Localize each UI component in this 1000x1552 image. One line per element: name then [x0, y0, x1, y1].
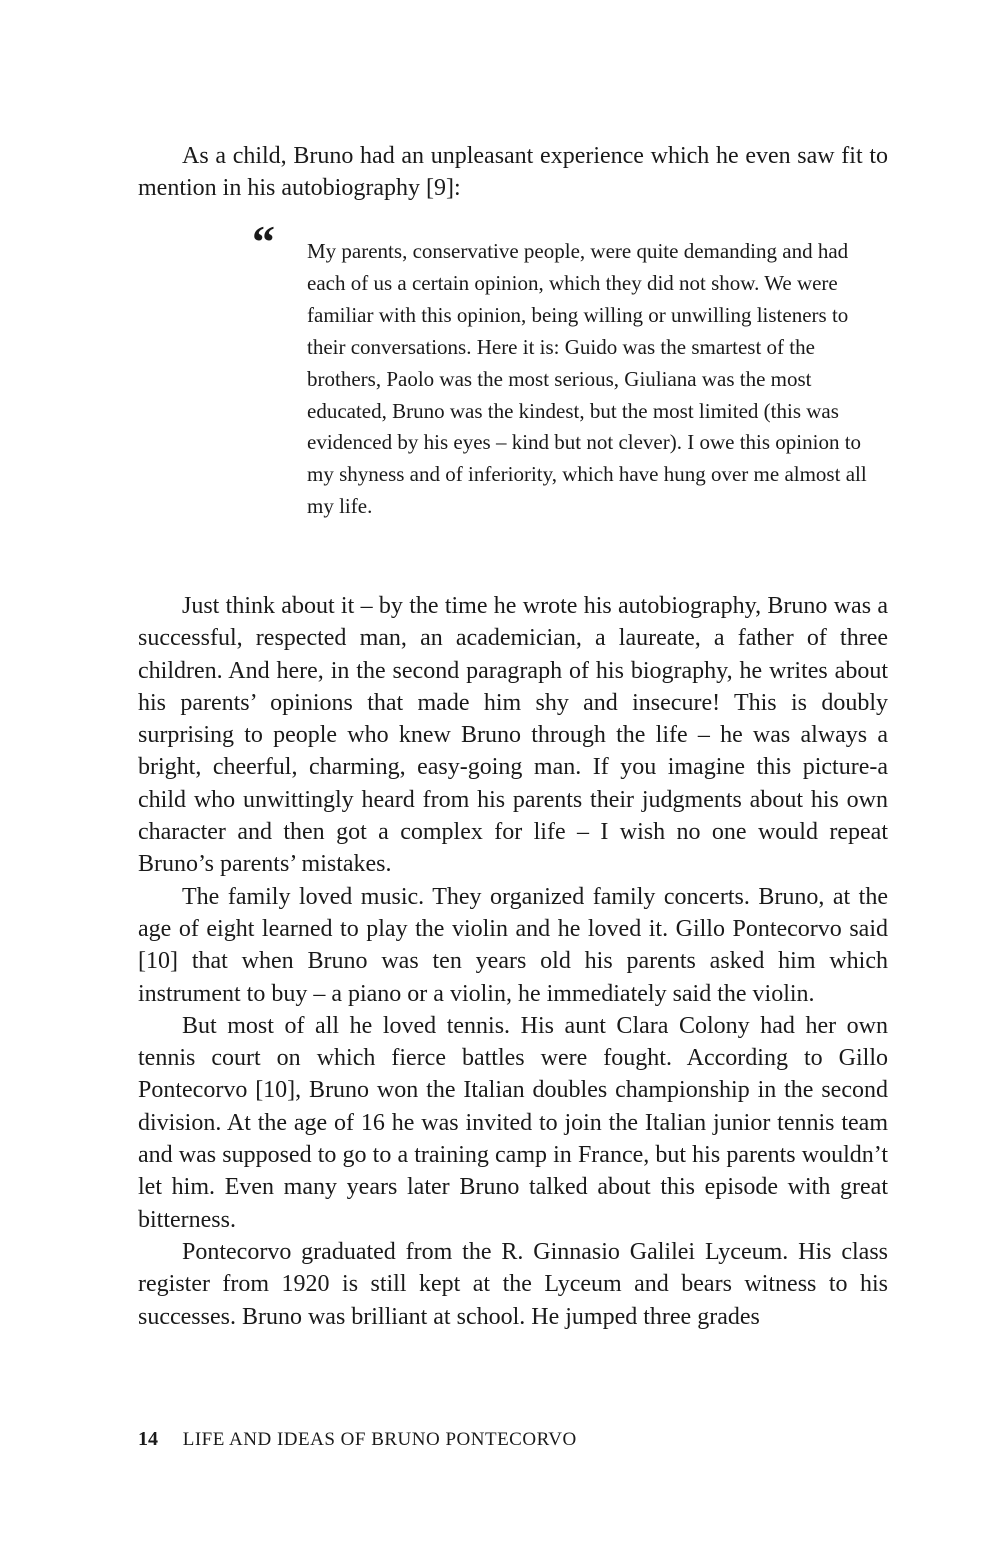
block-quote	[307, 236, 887, 523]
body-text	[138, 590, 888, 1333]
quotation-mark-icon: “	[252, 216, 275, 267]
page-number: 14	[138, 1428, 158, 1450]
intro-text: As a child, Bruno had an unpleasant experience which he even saw fit to mention in his autobiography [9]:	[138, 143, 888, 202]
block-quote-text: My parents, conservative people, were quite demanding and had each of us a certain opinion, which they did not show. We were familiar with this opinion, being willing or unwilling listeners to their conversations. Here it is: Guido was the smartest of the brothers, Paolo was the most serious, Giuliana was the most educated, Bruno was the kindest, but the most limited (this was evidenced by his eyes – kind but not clever). I owe this opinion to my shyness and of inferiority, which have hung over me almost all my life.	[307, 239, 867, 519]
body-paragraph: The family loved music. They organized family concerts. Bruno, at the age of eight learned to play the violin and he loved it. Gillo Pontecorvo said [10] that when Bruno was ten years old his parents asked him which instrument to buy – a piano or a violin, he immediately said the violin.	[138, 883, 888, 1007]
body-paragraph: But most of all he loved tennis. His aunt Clara Colony had her own tennis court on which fierce battles were fought. According to Gillo Pontecorvo [10], Bruno won the Italian doubles championship in the second division. At the age of 16 he was invited to join the Italian junior tennis team and was supposed to go to a training camp in France, but his parents wouldn’t let him. Even many years later Bruno talked about this episode with great bitterness.	[138, 1012, 888, 1233]
body-paragraph: Just think about it – by the time he wrote his autobiography, Bruno was a successful, respected man, an academician, a laureate, a father of three children. And here, in the second paragraph of his biography, he writes about his parents’ opinions that made him shy and insecure! This is doubly surprising to people who knew Bruno through the life – he was always a bright, cheerful, charming, easy-going man. If you imagine this picture-a child who unwittingly heard from his parents their judgments about his own character and then got a complex for life – I wish no one would repeat Bruno’s parents’ mistakes.	[138, 593, 888, 878]
body-paragraph: Pontecorvo graduated from the R. Ginnasio Galilei Lyceum. His class register from 1920 is still kept at the Lyceum and bears witness to his successes. Bruno was brilliant at school. He jumped three grades	[138, 1238, 888, 1330]
page-footer	[138, 1426, 577, 1453]
running-title: LIFE AND IDEAS OF BRUNO PONTECORVO	[182, 1429, 577, 1450]
intro-paragraph	[138, 140, 888, 205]
